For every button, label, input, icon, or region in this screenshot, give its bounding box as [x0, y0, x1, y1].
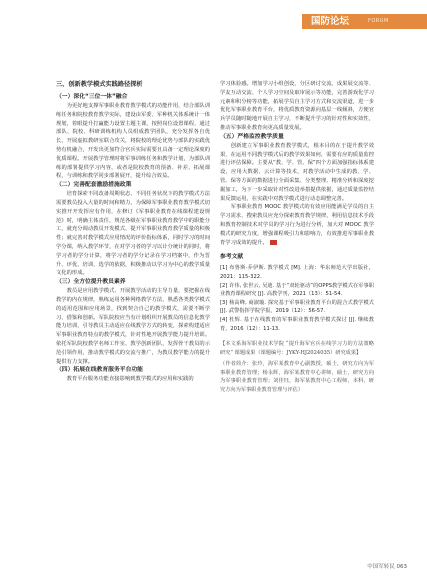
page-footer: 中国军转民 063	[367, 564, 407, 570]
closing-paragraph-text: 军事职业教育 MOOC 教学模式的有效应用能满足学员的自主学习需求，搜索教员应充分探索教育教学规律，利用信息技术手段和教育控制技术对学员的学习行为进行分析，加大对 MOOC 教学模式的研究力度，增强课程吸引力和影响力，有效推进军事职业教育学习成效的提升。	[220, 204, 374, 246]
body-paragraph: 教育平台服务功能直接影响到教学模式的应用和实践的	[66, 376, 194, 383]
subheading: （四）拓展在线教育服务平台功能	[56, 367, 143, 374]
subheading: （三）全方位提升教员素养	[56, 279, 126, 286]
references-heading: 参考文献	[220, 254, 244, 261]
body-paragraph: 学习体验感。增加学习小组创设、分区研讨交流、成果展交流等、学友互动交流、个人学习空间及取审展示等功能，完善游戏化学习元素和积分榜等功能，拓展学员自主学习方式和交流渠道，进一步优化军事职业教育平台，将优质教育资源向基层一线倾斜，方便官兵学员随时随地开展自主学习，不断提升学习的针对性和实效性，推动军事职业教育向更高质量发展。	[220, 81, 374, 131]
section-banner	[302, 14, 427, 29]
subheading: （二）完善配套激励措施政策	[56, 182, 132, 189]
right-column	[220, 80, 374, 395]
body-paragraph	[220, 203, 374, 247]
body-paragraph: 创新建立军事职业教育教学模式，根本目的在于提升教学效果，在运用不同教学模式后的教学效果如何，需要有应的质量监控进行评估保障。主要从“教、学、管、保”四个方面加强指标体系建设，应用大数据、云计算等技术，对教学活动中生成的教、学、管、保等方面的数据进行全面采集、分类整理、精准分析和深度挖掘加工，为下一步采取针对性改进举措提供依据，通过质量监控结果反馈运用，在实践中对教学模式进行动态调整完善。	[220, 142, 374, 202]
left-column	[56, 80, 210, 384]
body-paragraph: 为更好地支撑军事职业教育教学模式的功能作用，结合部队训练任务和院校教育教学实际，建设由军委、军种机关体系统计一体规划，着眼提升打赢能力设置主题主课，按照岗位设置课程，通过部队、院校、科研训练机构人员组成教学团队，充分发挥各自优长，开展虚拟教研室联合攻关，将院校的理论优势与部队的实践优势有机融合，开发出更加符合官兵实际需要且具备一定理论深度的优质课程。开展教学管理时将军事训练任务和教学计划，为部队训练的部署提供学习内容，或者是院校教育的预备、补差、拓展课程，与训练和教学同步部署展开，提升综合效益。	[56, 103, 210, 180]
reference-item: [2] 许伟, 张世云, 吴迪. 基于“双轮驱动”的OPPS教学模式在军事职业教育课程研究 [J]. 高教学刊，2021（13）：51-54.	[220, 282, 374, 298]
subheading: （一）深化“三位一体”融合	[56, 94, 128, 100]
body-paragraph: 教员是应用教学模式、开展教学活动的主导力量，要把握在线教学的内在规律，熟练运用各种网络教学方法，熟悉各类教学模式的适用范围和应用场景，找到契合自己的教学模式，需要不断学习、借鉴和创新。军队院校应当有计划组织开展教员的信息化教学能力培训，引导教员主动适应在线教学方式的转变，探索构建适应军事职业教育特点的教学模式，针对性地开展教学能力提升培训。依托军队院校教学名师工作室、教学创新团队，发挥骨干教员的示范引领作用，推动教学模式的交流与推广，为教员教学能力的提升提供有力支撑。	[56, 288, 210, 365]
project-note: 【本文系海军职业技术学院 “提升海军官兵在线学习力的方法策略研究” 课题成果（课题编号：JYKY-HJ2024035）研究成果】	[220, 341, 374, 356]
end-mark-icon	[270, 240, 277, 245]
reference-item: [4] 杜辉. 基于在线教育的军事职业教育教学模式探讨 [J]. 继续教育，2016（12）：11-13.	[220, 316, 374, 332]
reference-item: [3] 杨高峰, 商淑璇. 探究基于军事职业教育平台的混合式教学模式 [J]. 武警指挥学院学报，2019（12）：56-57.	[220, 299, 374, 315]
author-note: （作者简介：张玲，海军某教育中心副教授，硕士，研究方向为军事职业教育管理；杨永辉，海军某教育中心讲师，硕士，研究方向为军事职业教育管理；刘佳钰，海军某教育中心工程师，本科，研究方向为军事职业教育管理与评估）	[220, 361, 374, 394]
section-subtitle: FORUM	[368, 18, 389, 24]
section-heading: 三、创新教学模式实践路径探析	[56, 81, 143, 88]
reference-item: [1] 布鲁斯·乔伊斯. 教学模式 [M]. 上海：华东师范大学出版社，2021：115-322.	[220, 265, 374, 280]
section-title: 国防论坛	[311, 16, 350, 27]
body-paragraph: 培育探索不同改备周期状态、不同任务状况下的教学模式方法需要教员投入大量的时间和精力，为保障军事职业教育教学模式切实推开开发挥应有作用，在修订《军事职业教育在线课程建设规范》时，明确主体责任，规范各级在军事职业教育教学中的职能分工，就充分调动教员开发模式、提升军事职业教育教学质量的积极性；就完善对教学模式应用情况的评价指标体系，同时学习的时间学分课，纳入教学环节，在对学习者的学习以计分统计的同时，将学习者的学分计算，将学习者的学分记录在学习档案中，作为晋升、评优、培训、选学的依据，积极推动以学习为中心的教学质量文化的形成。	[56, 191, 210, 277]
subheading: （五）严格监控教学质量	[220, 133, 284, 140]
